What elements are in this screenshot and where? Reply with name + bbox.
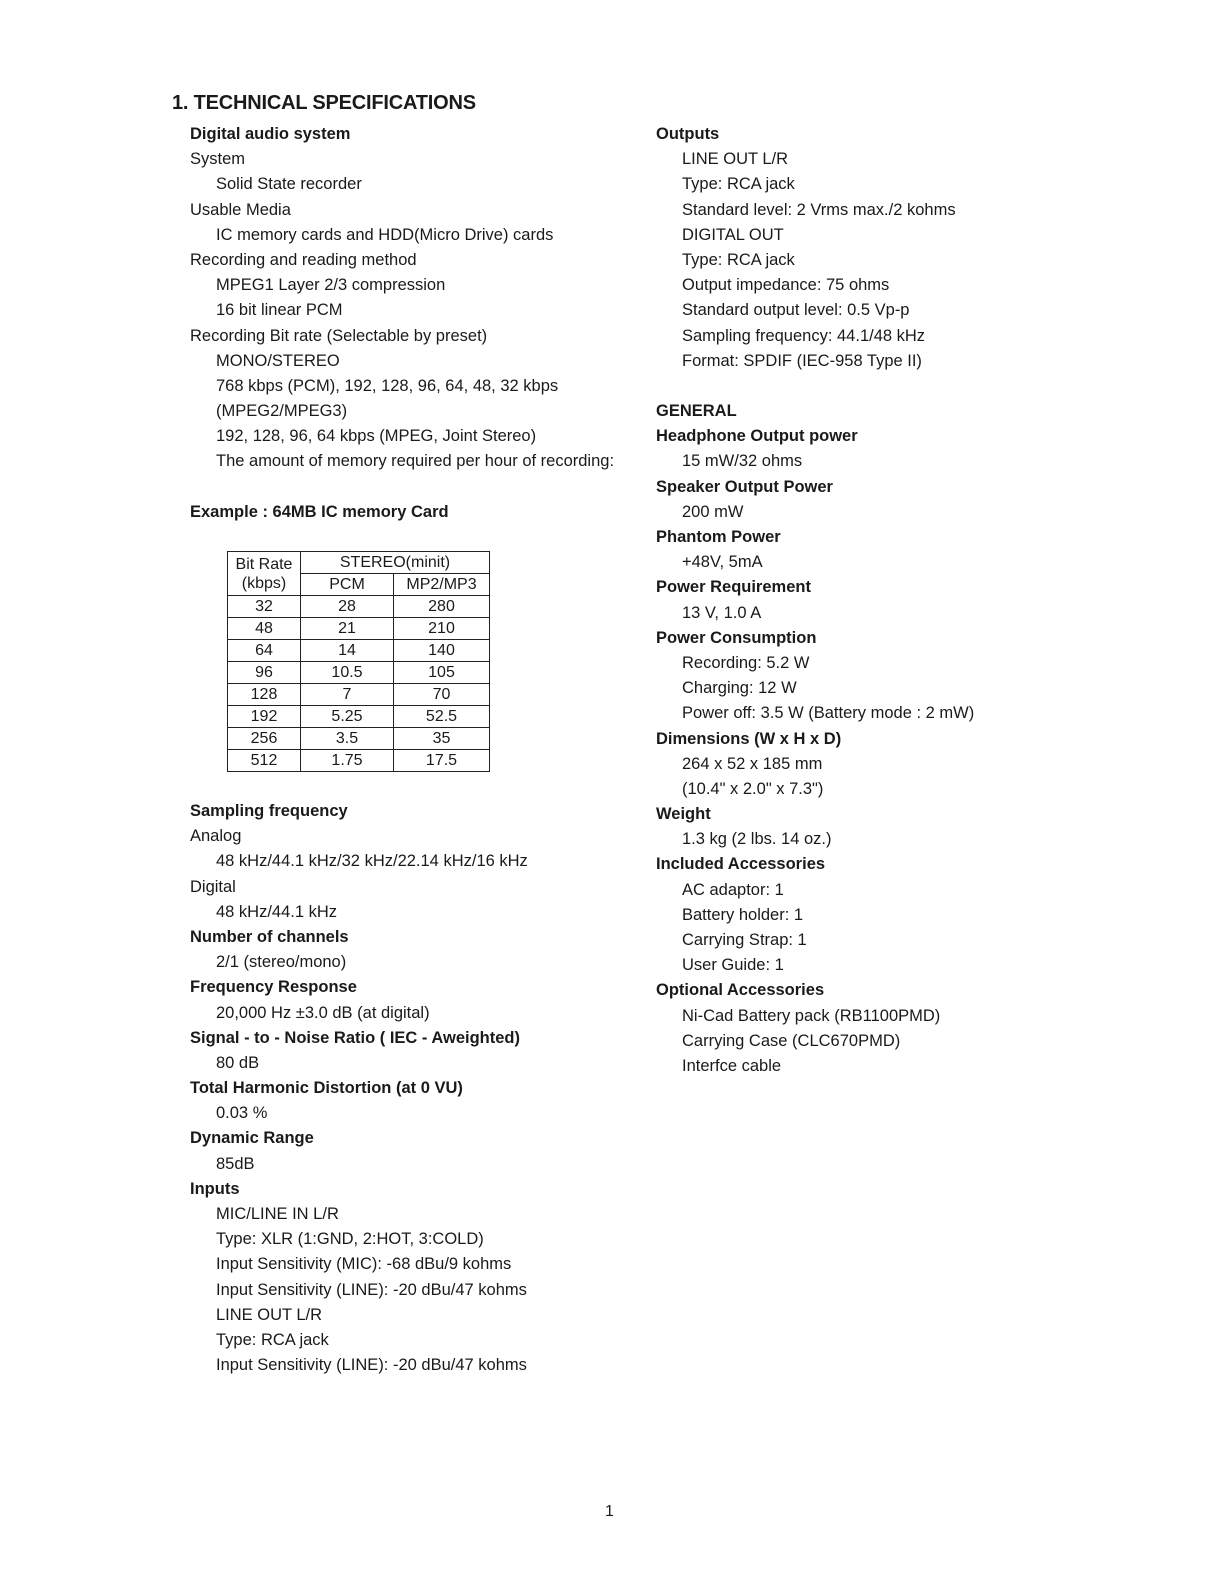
section-heading: Example : 64MB IC memory Card <box>190 502 449 521</box>
spec-line: Analog <box>190 827 242 846</box>
spec-line: 80 dB <box>216 1053 260 1072</box>
section-heading: Power Requirement <box>656 578 811 597</box>
spec-line: Recording: 5.2 W <box>682 653 810 672</box>
bitrate-cell: 512 <box>228 750 301 772</box>
spec-line: 16 bit linear PCM <box>216 301 343 320</box>
section-heading: Weight <box>656 805 711 824</box>
spec-line: Standard output level: 0.5 Vp-p <box>682 301 910 320</box>
section-heading: Power Consumption <box>656 628 817 647</box>
spec-line: Carrying Case (CLC670PMD) <box>682 1031 901 1050</box>
table-row <box>228 596 490 618</box>
bitrate-cell: 48 <box>228 618 301 640</box>
spec-line: Digital <box>190 877 236 896</box>
section-heading: Digital audio system <box>190 125 351 143</box>
spec-line: AC adaptor: 1 <box>682 880 784 899</box>
spacer <box>656 374 1136 399</box>
section-heading: Signal - to - Noise Ratio ( IEC - Aweighted) <box>190 1028 521 1047</box>
spec-line: Usable Media <box>190 200 291 219</box>
spec-line: Ni-Cad Battery pack (RB1100PMD) <box>682 1006 941 1025</box>
bitrate-cell: 256 <box>228 728 301 750</box>
spec-line: Carrying Strap: 1 <box>682 931 807 949</box>
mp3-cell: 140 <box>394 640 490 662</box>
table-row <box>228 640 490 662</box>
section-heading: GENERAL <box>656 402 737 421</box>
spec-line: (MPEG2/MPEG3) <box>216 402 348 421</box>
pcm-cell: 10.5 <box>301 662 394 684</box>
bitrate-header-line2: (kbps) <box>241 574 287 592</box>
pcm-cell: 28 <box>301 596 394 618</box>
spec-line: 48 kHz/44.1 kHz/32 kHz/22.14 kHz/16 kHz <box>216 852 528 871</box>
spacer <box>190 475 630 500</box>
spec-line: MPEG1 Layer 2/3 compression <box>216 276 446 295</box>
section-heading: Included Accessories <box>656 855 826 874</box>
section-heading: Optional Accessories <box>656 981 825 1000</box>
mp3-cell: 105 <box>394 662 490 684</box>
pcm-header: PCM <box>301 574 394 596</box>
spec-line: 192, 128, 96, 64 kbps (MPEG, Joint Stereo) <box>216 427 537 446</box>
section-heading: Dimensions (W x H x D) <box>656 729 842 748</box>
spec-line: IC memory cards and HDD(Micro Drive) cards <box>216 225 554 244</box>
table-row <box>228 728 490 750</box>
spec-line: 15 mW/32 ohms <box>682 452 803 471</box>
pcm-cell: 5.25 <box>301 706 394 728</box>
spec-line: Format: SPDIF (IEC-958 Type II) <box>682 351 922 370</box>
spec-line: 2/1 (stereo/mono) <box>216 953 347 972</box>
table-row <box>228 662 490 684</box>
mp3-cell: 17.5 <box>394 750 490 772</box>
spec-line: 13 V, 1.0 A <box>682 603 762 622</box>
pcm-cell: 1.75 <box>301 750 394 772</box>
bitrate-table <box>227 551 490 772</box>
table-body <box>228 596 490 772</box>
spec-line: Solid State recorder <box>216 175 362 194</box>
section-heading: Frequency Response <box>190 978 357 997</box>
page-number: 1 <box>605 1503 614 1520</box>
pcm-cell: 14 <box>301 640 394 662</box>
bitrate-header-line1: Bit Rate <box>235 555 293 573</box>
spec-line: Charging: 12 W <box>682 679 797 698</box>
left-column-lower <box>190 799 630 1378</box>
spec-line: Type: RCA jack <box>682 175 795 194</box>
stereo-group-header: STEREO(minit) <box>301 552 490 574</box>
spec-line: Input Sensitivity (LINE): -20 dBu/47 kohms <box>216 1356 527 1375</box>
mp3-cell: 35 <box>394 728 490 750</box>
bitrate-table-wrapper <box>227 551 490 772</box>
spec-line: LINE OUT L/R <box>682 150 789 169</box>
section-heading: Number of channels <box>190 927 349 946</box>
spec-line: +48V, 5mA <box>682 553 763 572</box>
spec-line: 48 kHz/44.1 kHz <box>216 902 338 921</box>
spec-line: Battery holder: 1 <box>682 905 804 924</box>
spec-line: User Guide: 1 <box>682 956 784 975</box>
pcm-cell: 7 <box>301 684 394 706</box>
spec-line: Output impedance: 75 ohms <box>682 276 890 295</box>
spec-line: The amount of memory required per hour of recording: <box>216 452 615 471</box>
mp2-mp3-header: MP2/MP3 <box>394 574 490 596</box>
spec-line: Input Sensitivity (MIC): -68 dBu/9 kohms <box>216 1255 512 1274</box>
spec-line: 20,000 Hz ±3.0 dB (at digital) <box>216 1003 430 1022</box>
left-column-upper <box>190 122 630 525</box>
right-column <box>656 122 1136 1079</box>
spec-line: Type: XLR (1:GND, 2:HOT, 3:COLD) <box>216 1230 484 1249</box>
table-row <box>228 750 490 772</box>
spec-line: Recording and reading method <box>190 250 417 269</box>
mp3-cell: 70 <box>394 684 490 706</box>
bitrate-cell: 32 <box>228 596 301 618</box>
spec-line: 1.3 kg (2 lbs. 14 oz.) <box>682 830 832 849</box>
bitrate-cell: 192 <box>228 706 301 728</box>
spec-line: Standard level: 2 Vrms max./2 kohms <box>682 200 956 219</box>
mp3-cell: 280 <box>394 596 490 618</box>
table-header-row <box>228 552 490 574</box>
spec-line: 200 mW <box>682 502 744 521</box>
section-heading: Sampling frequency <box>190 802 348 820</box>
page-title: 1. TECHNICAL SPECIFICATIONS <box>172 92 476 114</box>
spec-line: Power off: 3.5 W (Battery mode : 2 mW) <box>682 704 975 723</box>
section-heading: Total Harmonic Distortion (at 0 VU) <box>190 1079 463 1098</box>
spec-line: 264 x 52 x 185 mm <box>682 754 823 773</box>
spec-line: System <box>190 150 246 169</box>
section-heading: Dynamic Range <box>190 1129 314 1148</box>
spec-line: Interfce cable <box>682 1056 782 1075</box>
spec-line: Type: RCA jack <box>682 250 795 269</box>
bitrate-header-cell <box>228 552 301 596</box>
table-row <box>228 684 490 706</box>
bitrate-cell: 128 <box>228 684 301 706</box>
table-row <box>228 618 490 640</box>
pcm-cell: 3.5 <box>301 728 394 750</box>
section-heading: Speaker Output Power <box>656 477 833 496</box>
pcm-cell: 21 <box>301 618 394 640</box>
spec-line: Input Sensitivity (LINE): -20 dBu/47 kohms <box>216 1280 527 1299</box>
spec-line: DIGITAL OUT <box>682 225 784 244</box>
bitrate-cell: 96 <box>228 662 301 684</box>
spec-line: Recording Bit rate (Selectable by preset) <box>190 326 488 345</box>
spec-line: 85dB <box>216 1154 255 1173</box>
spec-line: MIC/LINE IN L/R <box>216 1205 339 1223</box>
mp3-cell: 210 <box>394 618 490 640</box>
section-heading: Outputs <box>656 125 720 143</box>
spec-line: (10.4" x 2.0" x 7.3") <box>682 779 824 798</box>
mp3-cell: 52.5 <box>394 706 490 728</box>
spec-line: Type: RCA jack <box>216 1330 329 1349</box>
spec-line: 0.03 % <box>216 1104 268 1123</box>
spec-line: MONO/STEREO <box>216 351 340 370</box>
spec-line: LINE OUT L/R <box>216 1305 323 1324</box>
section-heading: Inputs <box>190 1179 240 1198</box>
bitrate-cell: 64 <box>228 640 301 662</box>
spec-line: Sampling frequency: 44.1/48 kHz <box>682 326 926 345</box>
section-heading: Headphone Output power <box>656 427 858 446</box>
section-heading: Phantom Power <box>656 528 781 546</box>
table-row <box>228 706 490 728</box>
spec-line: 768 kbps (PCM), 192, 128, 96, 64, 48, 32 kbps <box>216 376 559 395</box>
